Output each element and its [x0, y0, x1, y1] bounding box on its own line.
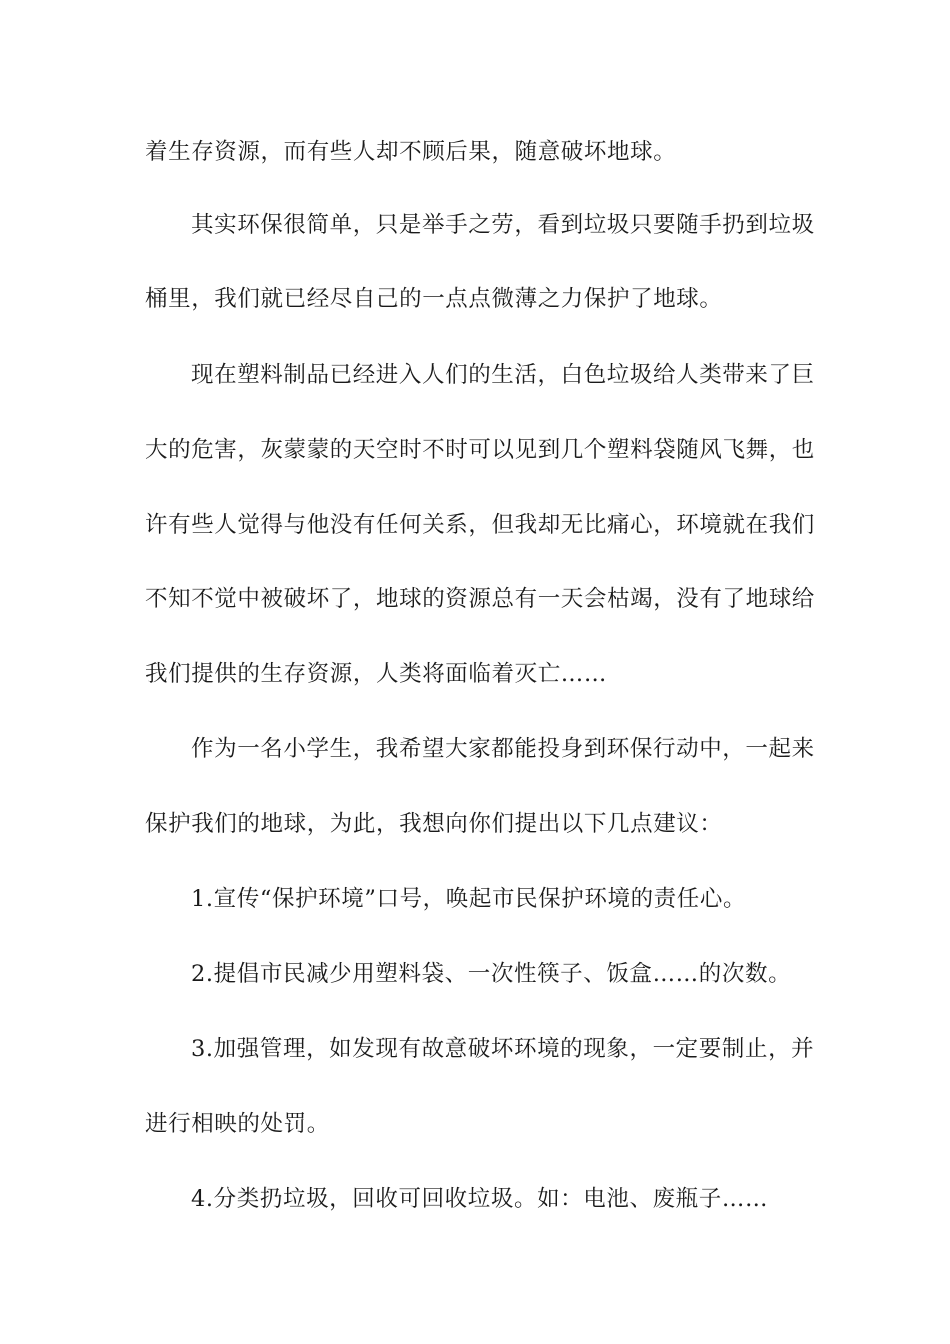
paragraph-first-line: 作为一名小学生，我希望大家都能投身到环保行动中，一起来: [191, 736, 815, 762]
text-line: 大的危害，灰蒙蒙的天空时不时可以见到几个塑料袋随风飞舞，也: [145, 437, 815, 463]
list-item-3-continuation: 进行相映的处罚。: [145, 1111, 330, 1137]
text-line: 保护我们的地球，为此，我想向你们提出以下几点建议：: [145, 811, 723, 837]
list-item-3: 3.加强管理，如发现有故意破坏环境的现象，一定要制止，并: [191, 1036, 815, 1062]
list-item-2: 2.提倡市民减少用塑料袋、一次性筷子、饭盒……的次数。: [191, 961, 792, 987]
paragraph-first-line: 其实环保很简单，只是举手之劳，看到垃圾只要随手扔到垃圾: [191, 212, 815, 238]
paragraph-first-line: 现在塑料制品已经进入人们的生活，白色垃圾给人类带来了巨: [191, 362, 815, 388]
list-item-4: 4.分类扔垃圾，回收可回收垃圾。如：电池、废瓶子……: [191, 1186, 769, 1212]
text-line: 我们提供的生存资源，人类将面临着灭亡……: [145, 661, 608, 687]
text-line: 许有些人觉得与他没有任何关系，但我却无比痛心，环境就在我们: [145, 512, 815, 538]
text-line: 桶里，我们就已经尽自己的一点点微薄之力保护了地球。: [145, 286, 723, 312]
text-line: 不知不觉中被破坏了，地球的资源总有一天会枯竭，没有了地球给: [145, 586, 815, 612]
list-item-1: 1.宣传“保护环境”口号，唤起市民保护环境的责任心。: [191, 886, 747, 912]
text-line: 着生存资源，而有些人却不顾后果，随意破坏地球。: [145, 139, 677, 165]
